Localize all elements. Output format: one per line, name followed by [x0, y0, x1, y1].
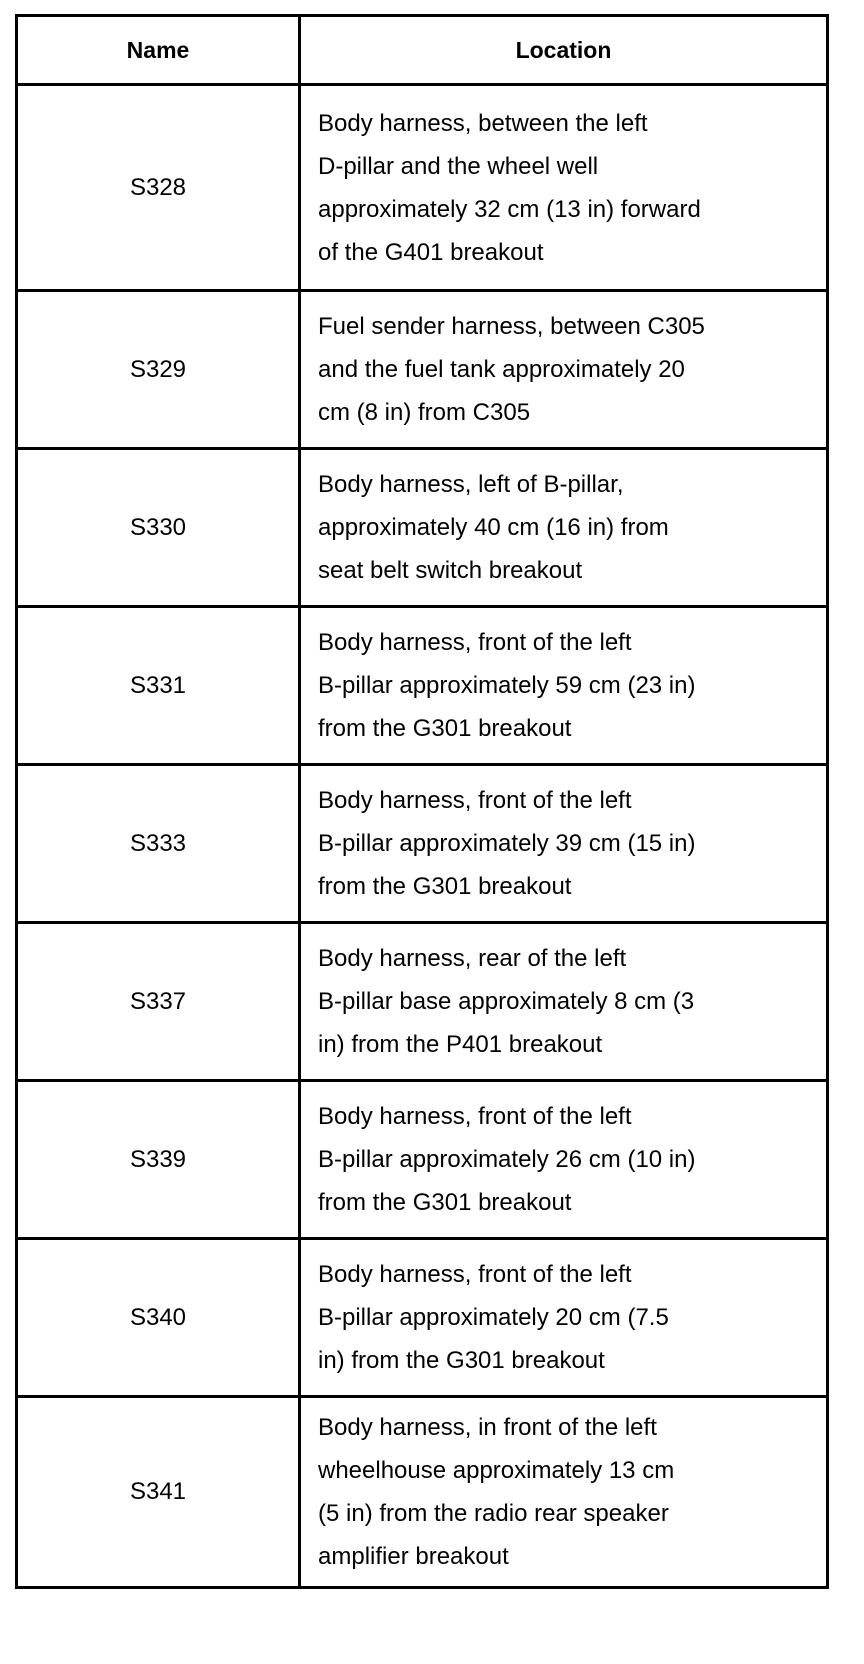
splice-name-cell: S328 [17, 85, 300, 291]
table-row [17, 291, 828, 449]
splice-location-cell: Body harness, in front of the left wheelhouse approximately 13 cm (5 in) from the radio rear speaker amplifier breakout [300, 1397, 828, 1588]
splice-location-table [15, 14, 829, 1589]
table-row [17, 1239, 828, 1397]
splice-name-cell: S341 [17, 1397, 300, 1588]
splice-name-cell: S340 [17, 1239, 300, 1397]
splice-location-cell: Body harness, front of the left B-pillar approximately 26 cm (10 in) from the G301 breakout [300, 1081, 828, 1239]
splice-name-cell: S329 [17, 291, 300, 449]
splice-location-cell: Fuel sender harness, between C305 and the fuel tank approximately 20 cm (8 in) from C305 [300, 291, 828, 449]
table-row [17, 1397, 828, 1588]
column-header-location: Location [300, 16, 828, 85]
table-row [17, 765, 828, 923]
table-row [17, 85, 828, 291]
table-header [17, 16, 828, 85]
table-body [17, 85, 828, 1588]
splice-name-cell: S339 [17, 1081, 300, 1239]
splice-name-cell: S331 [17, 607, 300, 765]
table-row [17, 1081, 828, 1239]
table-row [17, 449, 828, 607]
splice-location-cell: Body harness, left of B-pillar, approximately 40 cm (16 in) from seat belt switch breakout [300, 449, 828, 607]
table-row [17, 923, 828, 1081]
splice-location-cell: Body harness, front of the left B-pillar approximately 20 cm (7.5 in) from the G301 breakout [300, 1239, 828, 1397]
header-row [17, 16, 828, 85]
splice-location-cell: Body harness, front of the left B-pillar approximately 39 cm (15 in) from the G301 breakout [300, 765, 828, 923]
splice-location-cell: Body harness, front of the left B-pillar approximately 59 cm (23 in) from the G301 breakout [300, 607, 828, 765]
splice-location-cell: Body harness, rear of the left B-pillar base approximately 8 cm (3 in) from the P401 breakout [300, 923, 828, 1081]
splice-name-cell: S333 [17, 765, 300, 923]
splice-location-cell: Body harness, between the left D-pillar and the wheel well approximately 32 cm (13 in) forward of the G401 breakout [300, 85, 828, 291]
splice-name-cell: S337 [17, 923, 300, 1081]
splice-name-cell: S330 [17, 449, 300, 607]
column-header-name: Name [17, 16, 300, 85]
table-row [17, 607, 828, 765]
